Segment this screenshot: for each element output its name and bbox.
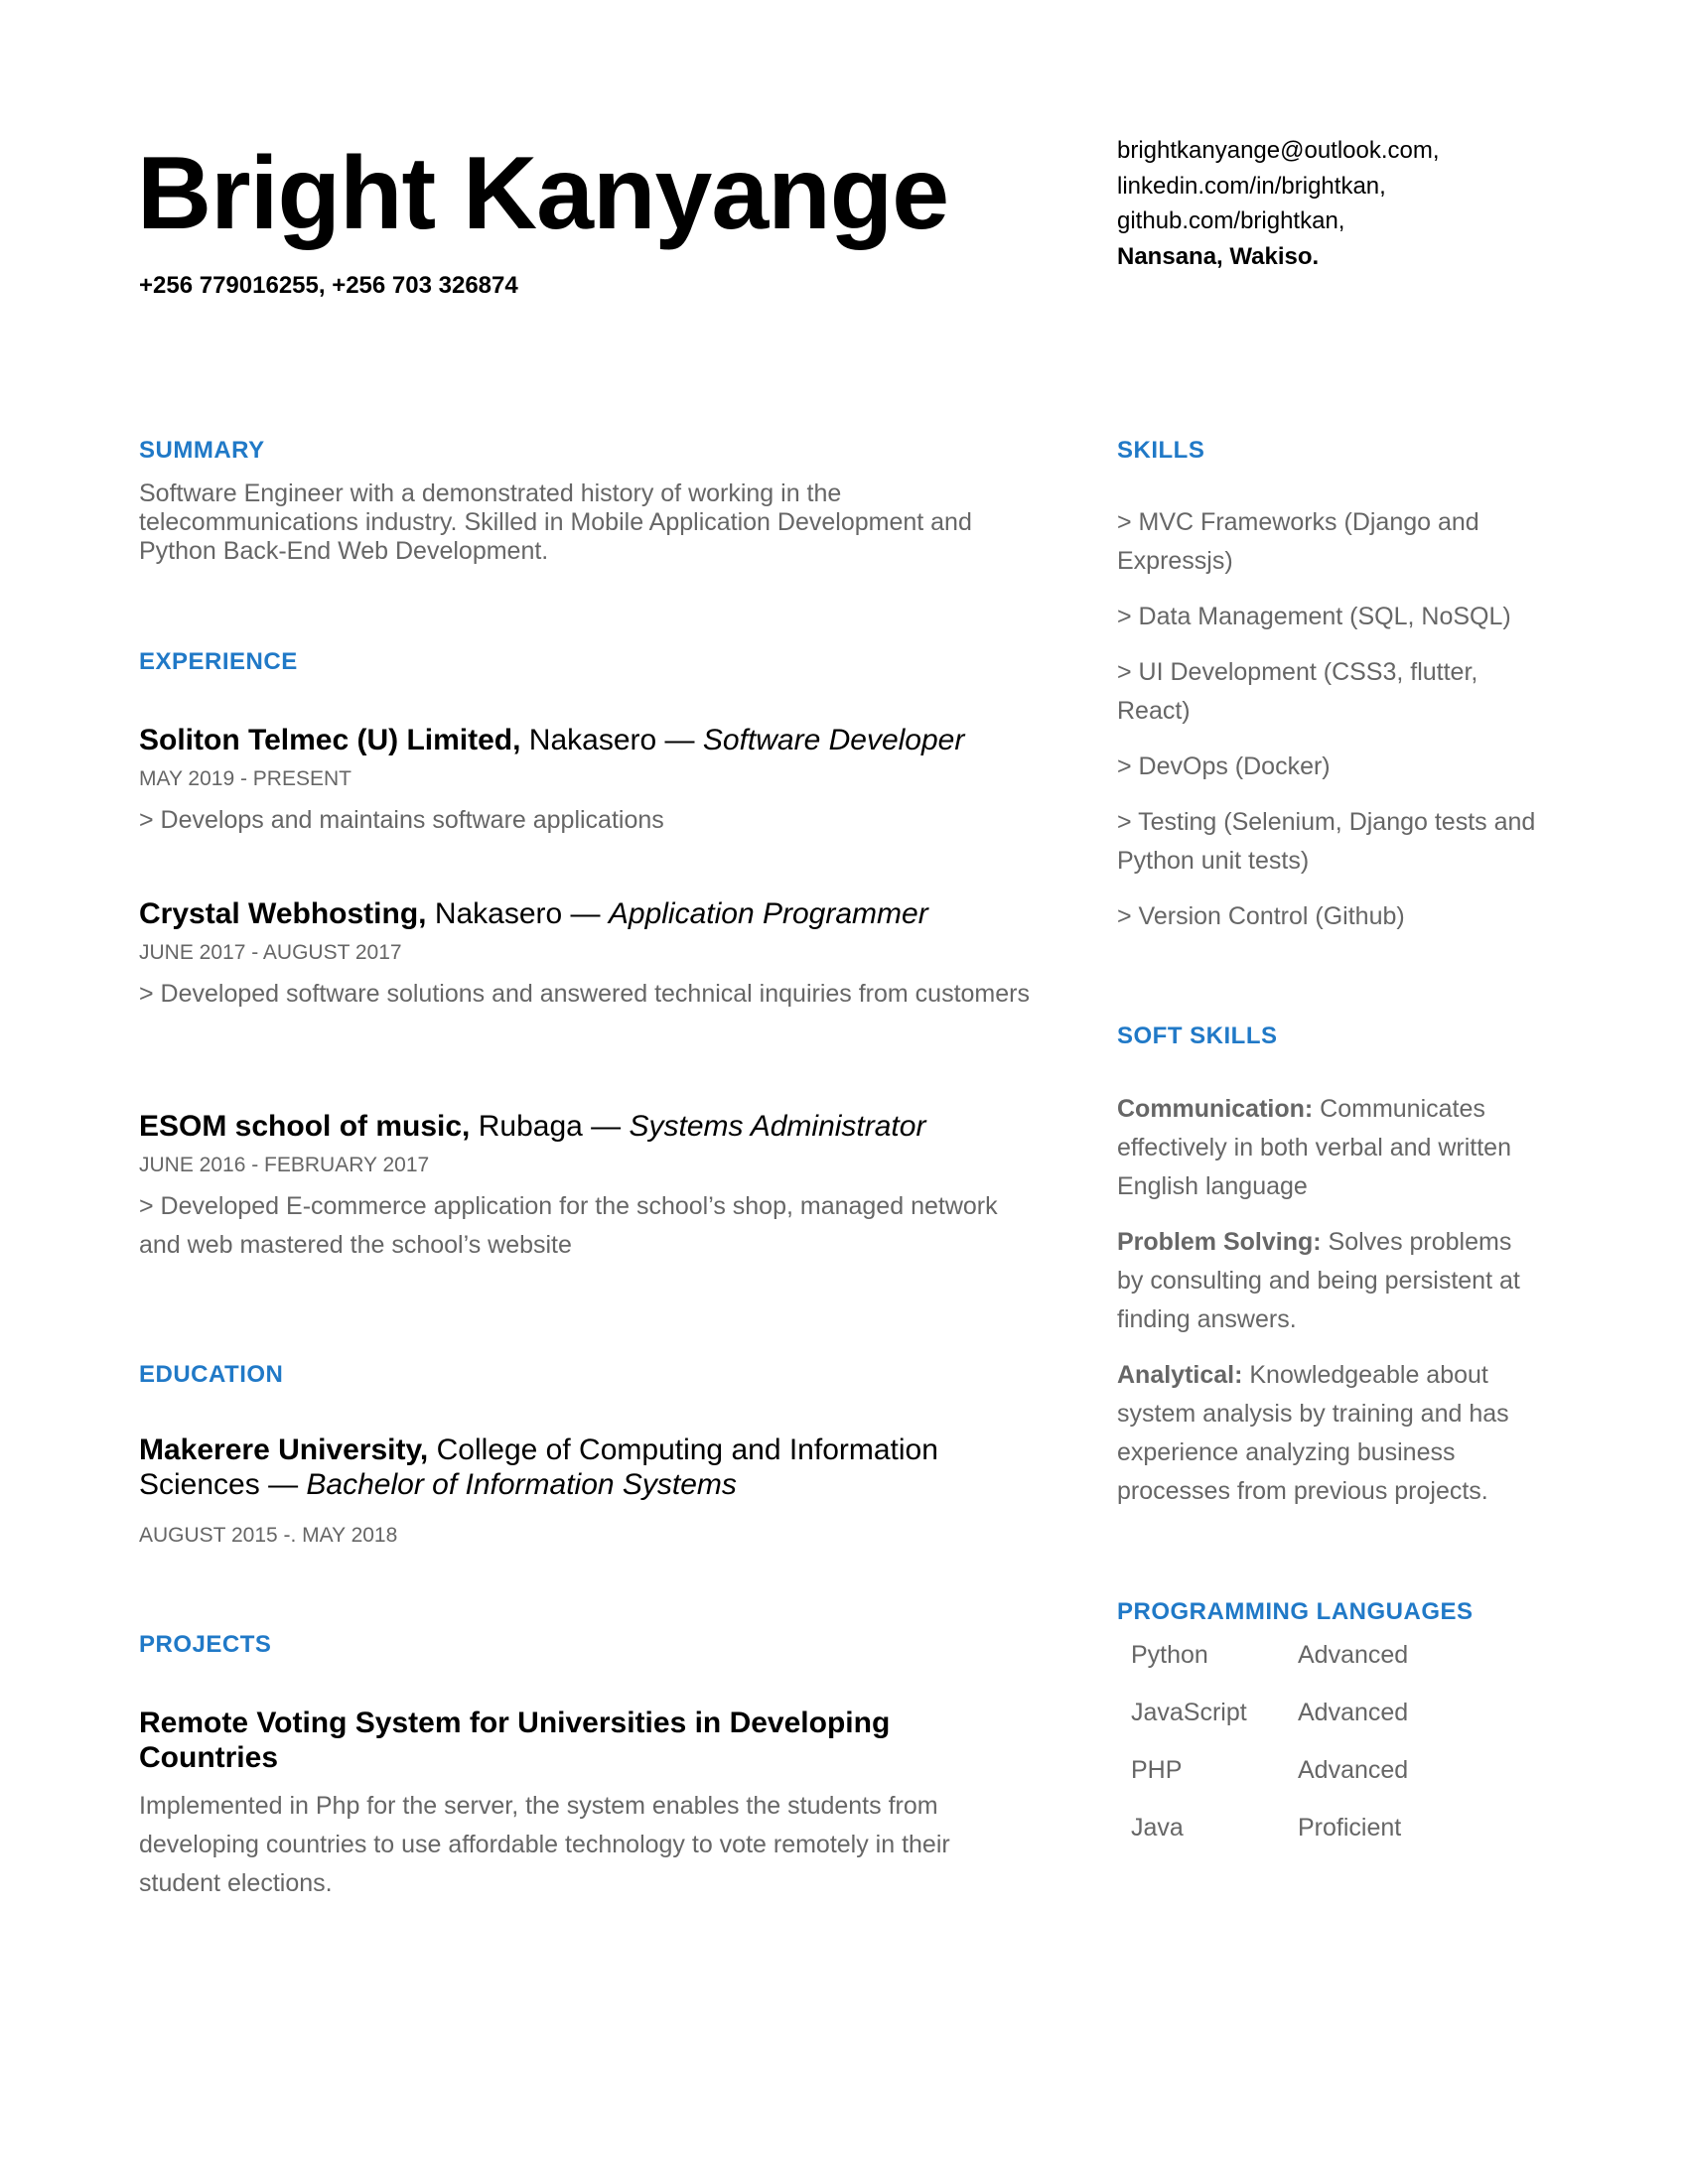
soft-skill-label: Problem Solving: <box>1117 1228 1322 1256</box>
project-description: Implemented in Php for the server, the system enables the students from developing countries to use affordable technology to vote remotely in their student elections. <box>139 1792 950 1897</box>
location: Nakasero — <box>426 897 609 930</box>
education-heading: EDUCATION <box>139 1361 284 1388</box>
company: Soliton Telmec (U) Limited, <box>139 724 521 756</box>
job-title: Application Programmer <box>608 897 928 930</box>
description: > Develops and maintains software applications <box>139 806 664 834</box>
skills-heading: SKILLS <box>1117 437 1205 464</box>
location: Rubaga — <box>470 1110 630 1143</box>
skill-item: > Data Management (SQL, NoSQL) <box>1117 603 1511 630</box>
languages-heading: PROGRAMMING LANGUAGES <box>1117 1598 1474 1625</box>
soft-skill-item <box>1117 1090 1534 1206</box>
language-row <box>1117 1755 1554 1813</box>
company: Crystal Webhosting, <box>139 897 427 930</box>
skill-item: > Testing (Selenium, Django tests and Python unit tests) <box>1117 808 1536 875</box>
school: Makerere University, <box>139 1433 429 1466</box>
soft-skill-text: Communicates effectively in both verbal and written English language <box>1117 1095 1511 1200</box>
location: Nakasero — <box>520 724 703 756</box>
email[interactable]: brightkanyange@outlook.com, <box>1117 137 1440 164</box>
dates: JUNE 2016 - FEBRUARY 2017 <box>139 1154 430 1176</box>
soft-skill-text: Solves problems by consulting and being persistent at finding answers. <box>1117 1228 1520 1333</box>
candidate-name: Bright Kanyange <box>137 136 949 251</box>
degree: Bachelor of Information Systems <box>306 1468 737 1501</box>
location: Nansana, Wakiso. <box>1117 242 1320 270</box>
language-level: Advanced <box>1298 1641 1409 1669</box>
language-row <box>1117 1698 1554 1755</box>
soft-skill-text: Knowledgeable about system analysis by training and has experience analyzing business processes from previous projects. <box>1117 1361 1509 1505</box>
college: College of Computing and Information Sciences — <box>139 1433 938 1501</box>
language-row <box>1117 1640 1554 1698</box>
projects-heading: PROJECTS <box>139 1631 272 1658</box>
dates: AUGUST 2015 -. MAY 2018 <box>139 1524 398 1547</box>
languages-table <box>1117 1640 1554 1870</box>
project-item <box>139 1706 1038 1903</box>
language-level: Proficient <box>1298 1814 1402 1842</box>
language-level: Advanced <box>1298 1756 1409 1784</box>
language-name: JavaScript <box>1131 1699 1247 1726</box>
project-title: Remote Voting System for Universities in Developing Countries <box>139 1706 891 1774</box>
education-item <box>139 1433 1038 1548</box>
skill-item: > DevOps (Docker) <box>1117 752 1331 780</box>
language-level: Advanced <box>1298 1699 1409 1726</box>
job-title: Systems Administrator <box>629 1110 926 1143</box>
dates: JUNE 2017 - AUGUST 2017 <box>139 941 402 964</box>
linkedin-link[interactable]: linkedin.com/in/brightkan, <box>1117 172 1386 200</box>
soft-skill-item <box>1117 1223 1534 1339</box>
job-title: Software Developer <box>702 724 965 756</box>
soft-skills-heading: SOFT SKILLS <box>1117 1023 1278 1049</box>
summary-heading: SUMMARY <box>139 437 265 464</box>
description: > Developed software solutions and answered technical inquiries from customers <box>139 980 1030 1008</box>
dates: MAY 2019 - PRESENT <box>139 767 352 790</box>
github-link[interactable]: github.com/brightkan, <box>1117 207 1345 234</box>
phone-numbers: +256 779016255, +256 703 326874 <box>139 272 518 299</box>
experience-item <box>139 1109 1038 1265</box>
company: ESOM school of music, <box>139 1110 471 1143</box>
summary-text: Software Engineer with a demonstrated history of working in the telecommunications industry. Skilled in Mobile Application Development and Python Back-End Web Development. <box>139 479 972 565</box>
skill-item: > Version Control (Github) <box>1117 902 1405 930</box>
language-name: Java <box>1131 1814 1184 1842</box>
skill-item: > MVC Frameworks (Django and Expressjs) <box>1117 508 1479 575</box>
language-name: Python <box>1131 1641 1208 1669</box>
description: > Developed E-commerce application for the school’s shop, managed network and web mastered the school’s website <box>139 1192 998 1259</box>
experience-heading: EXPERIENCE <box>139 648 298 675</box>
soft-skills-list <box>1117 1090 1534 1528</box>
language-row <box>1117 1813 1554 1870</box>
skill-item: > UI Development (CSS3, flutter, React) <box>1117 658 1478 725</box>
language-name: PHP <box>1131 1756 1183 1784</box>
soft-skill-label: Analytical: <box>1117 1361 1243 1389</box>
soft-skill-label: Communication: <box>1117 1095 1314 1123</box>
skills-list <box>1117 503 1554 953</box>
experience-item <box>139 896 1038 1014</box>
experience-item <box>139 723 1038 840</box>
contact-block <box>1117 133 1440 274</box>
soft-skill-item <box>1117 1356 1534 1511</box>
